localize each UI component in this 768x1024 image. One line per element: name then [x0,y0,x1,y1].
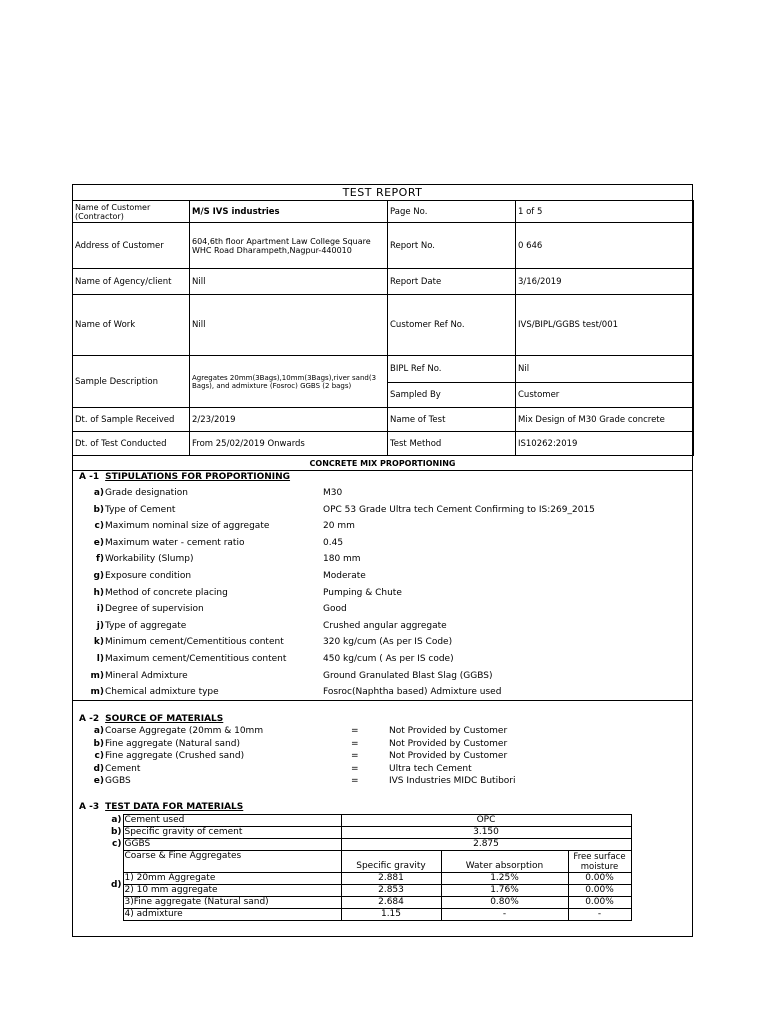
a2-item-value: Not Provided by Customer [389,738,508,749]
a1-item-key: e) [93,537,104,548]
a2-item-key: e) [93,776,104,787]
a1-item-label: Mineral Admixture [105,670,188,681]
a1-title: STIPULATIONS FOR PROPORTIONING [105,472,291,482]
report-no-value: 0 646 [516,223,694,269]
a1-item-label: Maximum nominal size of aggregate [105,521,270,532]
agg-label: Coarse & Fine Aggregates [123,851,341,873]
a1-item-key: a) [93,488,104,498]
a3-code: A -3 [79,802,100,812]
a1-item-value: Moderate [323,571,366,581]
bipl-value: Nil [516,356,694,383]
a3-title: TEST DATA FOR MATERIALS [105,802,244,812]
a1-item-label: Workability (Slump) [105,554,194,565]
a1-heading [79,472,290,482]
a2-item-label: Fine aggregate (Crushed sand) [105,751,245,762]
a1-item-value: 20 mm [323,521,355,532]
test-name-value: Mix Design of M30 Grade concrete [516,408,694,432]
a2-item-key: d) [93,763,104,774]
a1-item-value: Good [323,604,347,615]
conducted-label: Dt. of Test Conducted [73,432,190,456]
cust-ref-label: Customer Ref No. [388,295,516,356]
a2-item-label: Coarse Aggregate (20mm & 10mm [105,726,264,736]
a1-item-label: Method of concrete placing [105,587,228,598]
row-wa: 1.76% [441,885,568,897]
report-title: TEST REPORT [342,186,423,199]
a1-item-value: Ground Granulated Blast Slag (GGBS) [323,670,493,681]
a1-item-key: l) [96,654,104,664]
method-label: Test Method [388,432,516,456]
cement-value: OPC [341,815,631,827]
a2-item-equals: = [351,751,359,762]
page-label: Page No. [388,201,516,223]
a1-item-value: 0.45 [323,537,344,548]
ggbs-value: 2.875 [341,839,631,851]
sg-key: b) [110,827,122,837]
a1-item-value: OPC 53 Grade Ultra tech Cement Confirming to IS:269_2015 [323,504,595,515]
a1-item-key: m) [90,670,104,681]
a1-item-label: Maximum water - cement ratio [105,537,245,548]
a1-item-label: Grade designation [105,488,188,498]
address-value: 604,6th floor Apartment Law College Square WHC Road Dharampeth,Nagpur-440010 [190,223,388,269]
conducted-value: From 25/02/2019 Onwards [190,432,388,456]
a1-item-key: f) [95,554,104,565]
method-value: IS10262:2019 [516,432,694,456]
report-header-table [72,200,694,456]
a1-item-value: Fosroc(Naphtha based) Admixture used [323,687,502,698]
a2-item-label: GGBS [105,776,131,787]
report-date-value: 3/16/2019 [516,269,694,295]
cust-ref-value: IVS/BIPL/GGBS test/001 [516,295,694,356]
a1-item-label: Chemical admixture type [105,687,219,698]
row-name: 3)Fine aggregate (Natural sand) [123,897,341,909]
col-specific-gravity: Specific gravity [341,851,441,873]
a1-code: A -1 [79,472,100,482]
a1-item-key: k) [93,637,104,648]
a2-item-key: b) [93,738,104,749]
a1-item-key: m) [90,687,104,698]
row-name: 4) admixture [123,909,341,921]
agg-key: d) [110,880,122,890]
sample-desc-value: Agregates 20mm(3Bags),10mm(3Bags),river sand(3 Bags), and admixture (Fosroc) GGBS (2 bags) [190,356,388,408]
row-sg: 2.684 [341,897,441,909]
concrete-mix-heading: CONCRETE MIX PROPORTIONING [309,459,456,468]
a1-item-value: 180 mm [323,554,361,565]
a2-code: A -2 [79,714,100,724]
a1-item-label: Maximum cement/Cementitious content [105,654,287,664]
sample-desc-label: Sample Description [73,356,190,408]
a1-item-key: j) [96,620,104,631]
test-data-table [105,814,632,921]
row-sg: 2.853 [341,885,441,897]
a1-item-value: 450 kg/cum ( As per IS code) [323,654,454,664]
a2-item-key: a) [93,726,104,736]
work-value: Nill [190,295,388,356]
a1-item-value: M30 [323,488,343,498]
customer-label: Name of Customer (Contractor) [73,201,190,223]
a2-item-value: Not Provided by Customer [389,751,508,762]
bipl-label: BIPL Ref No. [388,356,516,383]
table-row [105,897,631,909]
page-value: 1 of 5 [516,201,694,223]
test-name-label: Name of Test [388,408,516,432]
col-water-absorption: Water absorption [441,851,568,873]
agency-value: Nill [190,269,388,295]
row-fsm: 0.00% [568,873,631,885]
a1-item-key: b) [93,504,104,515]
sg-label: Specific gravity of cement [123,827,341,839]
a1-item-key: i) [96,604,104,615]
report-date-label: Report Date [388,269,516,295]
divider [73,470,692,471]
divider [73,700,692,701]
a2-item-value: Ultra tech Cement [389,763,472,774]
row-sg: 1.15 [341,909,441,921]
row-sg: 2.881 [341,873,441,885]
report-no-label: Report No. [388,223,516,269]
sampled-by-value: Customer [516,383,694,408]
row-name: 2) 10 mm aggregate [123,885,341,897]
agency-label: Name of Agency/client [73,269,190,295]
a2-item-value: Not Provided by Customer [389,726,508,736]
a1-item-key: g) [93,571,104,581]
row-fsm: 0.00% [568,885,631,897]
sampled-by-label: Sampled By [388,383,516,408]
a2-title: SOURCE OF MATERIALS [105,714,224,724]
a1-item-label: Type of aggregate [105,620,187,631]
a2-item-equals: = [351,726,359,736]
a1-item-key: h) [93,587,104,598]
row-fsm: - [568,909,631,921]
a2-item-equals: = [351,738,359,749]
a2-heading [79,714,223,724]
a2-item-label: Cement [105,763,141,774]
a2-item-label: Fine aggregate (Natural sand) [105,738,240,749]
sg-value: 3.150 [341,827,631,839]
row-wa: 0.80% [441,897,568,909]
ggbs-label: GGBS [123,839,341,851]
customer-value: M/S IVS industries [190,201,388,223]
col-free-surface-moisture: Free surface moisture [568,851,631,873]
a1-item-value: 320 kg/cum (As per IS Code) [323,637,453,648]
a1-item-value: Crushed angular aggregate [323,620,447,631]
ggbs-key: c) [112,839,122,849]
a1-item-label: Exposure condition [105,571,192,581]
test-report-frame [72,184,693,937]
row-fsm: 0.00% [568,897,631,909]
a1-item-key: c) [94,521,104,532]
table-row [105,909,631,921]
a2-item-equals: = [351,763,359,774]
row-wa: - [441,909,568,921]
a1-item-label: Minimum cement/Cementitious content [105,637,284,648]
a1-item-value: Pumping & Chute [323,587,402,598]
a3-heading [79,802,243,812]
row-name: 1) 20mm Aggregate [123,873,341,885]
a1-item-label: Degree of supervision [105,604,204,615]
a2-item-value: IVS Industries MIDC Butibori [389,776,516,787]
row-wa: 1.25% [441,873,568,885]
received-value: 2/23/2019 [190,408,388,432]
table-row [105,873,631,885]
received-label: Dt. of Sample Received [73,408,190,432]
work-label: Name of Work [73,295,190,356]
cement-label: Cement used [123,815,341,827]
a1-item-label: Type of Cement [105,504,176,515]
a2-item-equals: = [351,776,359,787]
cement-key: a) [111,815,122,825]
table-row [105,885,631,897]
a2-item-key: c) [94,751,104,762]
address-label: Address of Customer [73,223,190,269]
